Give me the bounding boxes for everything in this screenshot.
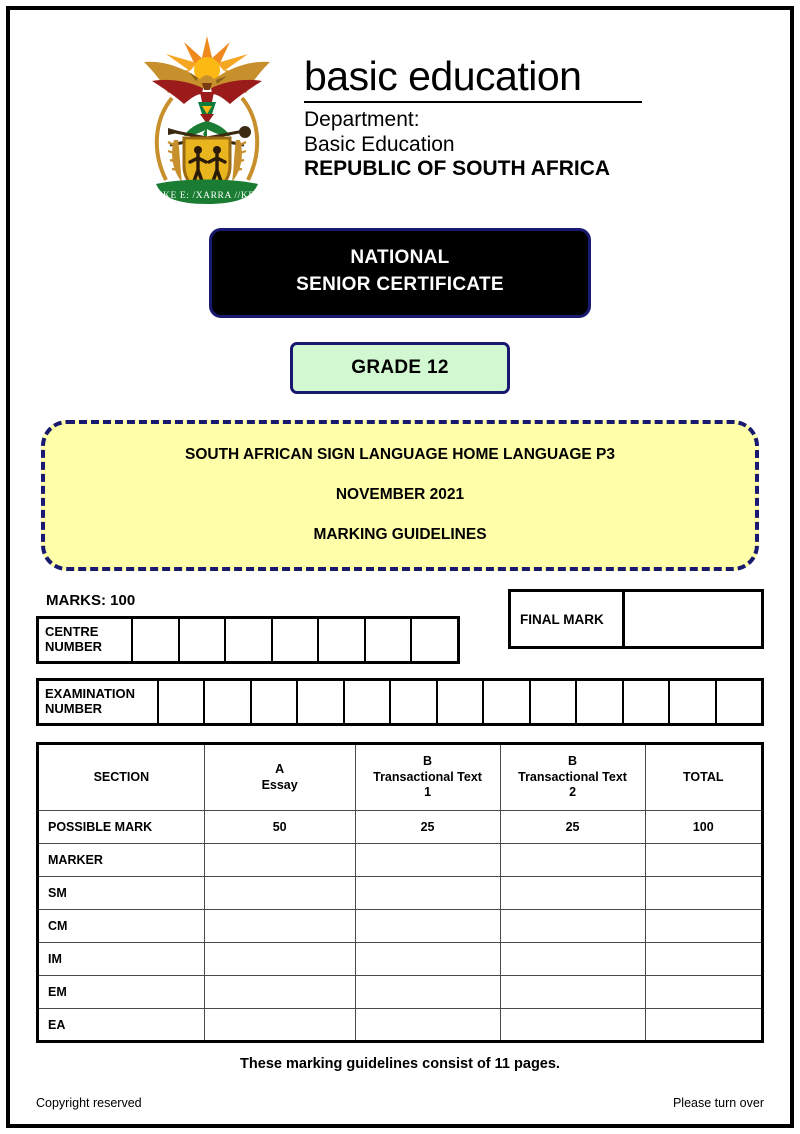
examination-number-cell[interactable] (484, 681, 530, 723)
grade-badge-wrap (36, 342, 764, 394)
im-total[interactable] (645, 943, 762, 976)
centre-number-box (36, 616, 460, 664)
final-mark-input[interactable] (625, 592, 761, 646)
certificate-banner-wrap (36, 228, 764, 318)
examination-number-label-line2: NUMBER (45, 701, 103, 717)
page-count-note: These marking guidelines consist of 11 pages. (240, 1056, 560, 1073)
centre-number-label-line2: NUMBER (45, 639, 103, 655)
header-line1: TOTAL (683, 769, 724, 784)
table-header-section-b2 (500, 744, 645, 811)
possible-mark-total: 100 (645, 811, 762, 844)
centre-number-label (39, 619, 133, 661)
row-label-ea: EA (38, 1009, 205, 1042)
header-line1: SECTION (93, 769, 150, 784)
cm-b2[interactable] (500, 910, 645, 943)
examination-number-cell[interactable] (391, 681, 437, 723)
table-row (38, 877, 763, 910)
centre-number-cell[interactable] (180, 619, 227, 661)
marker-b1[interactable] (355, 844, 500, 877)
possible-mark-b1: 25 (355, 811, 500, 844)
centre-number-cell[interactable] (273, 619, 320, 661)
table-row (38, 811, 763, 844)
examination-number-cell[interactable] (205, 681, 251, 723)
marks-allocation-table (36, 742, 764, 1043)
brand-department-name: Basic Education (304, 132, 455, 156)
masthead (36, 10, 764, 206)
ea-total[interactable] (645, 1009, 762, 1042)
certificate-banner-line1: NATIONAL (350, 247, 450, 268)
row-label-sm: SM (38, 877, 205, 910)
possible-mark-b2: 25 (500, 811, 645, 844)
grade-badge: GRADE 12 (290, 342, 509, 394)
table-row (38, 976, 763, 1009)
ea-a[interactable] (204, 1009, 355, 1042)
brand-country: REPUBLIC OF SOUTH AFRICA (304, 157, 611, 181)
table-header-row (38, 744, 763, 811)
examination-number-cell[interactable] (717, 681, 761, 723)
header-line3: 1 (424, 785, 432, 800)
examination-number-cell[interactable] (345, 681, 391, 723)
em-a[interactable] (204, 976, 355, 1009)
em-b1[interactable] (355, 976, 500, 1009)
certificate-banner (209, 228, 591, 318)
brand-department-line: Department: (304, 108, 420, 132)
header-line2: Transactional Text (518, 769, 627, 784)
page-content (10, 10, 790, 1124)
examination-number-label-line1: EXAMINATION (45, 686, 136, 702)
subject-panel-wrap (36, 420, 764, 571)
examination-number-label (39, 681, 159, 723)
examination-number-cell[interactable] (577, 681, 623, 723)
possible-mark-a: 50 (204, 811, 355, 844)
header-line2: Essay (261, 777, 298, 792)
cm-total[interactable] (645, 910, 762, 943)
table-row (38, 1009, 763, 1042)
row-label-possible-mark: POSSIBLE MARK (38, 811, 205, 844)
brand-divider (304, 101, 642, 103)
centre-number-cell[interactable] (366, 619, 413, 661)
im-b1[interactable] (355, 943, 500, 976)
row-label-em: EM (38, 976, 205, 1009)
im-a[interactable] (204, 943, 355, 976)
examination-number-box (36, 678, 764, 726)
sm-total[interactable] (645, 877, 762, 910)
copyright-notice: Copyright reserved (36, 1096, 142, 1110)
subject-date: NOVEMBER 2021 (335, 485, 465, 503)
marker-a[interactable] (204, 844, 355, 877)
turn-over-notice: Please turn over (672, 1096, 764, 1110)
page-footer (36, 1096, 764, 1110)
centre-number-cell[interactable] (412, 619, 457, 661)
header-line1: B (568, 754, 578, 769)
header-line1: B (423, 754, 433, 769)
em-b2[interactable] (500, 976, 645, 1009)
final-mark-box (508, 589, 764, 649)
subject-title: SOUTH AFRICAN SIGN LANGUAGE HOME LANGUAGE P3 (185, 445, 615, 463)
marker-b2[interactable] (500, 844, 645, 877)
centre-number-cell[interactable] (319, 619, 366, 661)
final-mark-label: FINAL MARK (511, 592, 625, 646)
table-row (38, 910, 763, 943)
row-label-im: IM (38, 943, 205, 976)
centre-number-cell[interactable] (133, 619, 180, 661)
svg-text:!KE E: /XARRA //KE: !KE E: /XARRA //KE (159, 191, 255, 201)
header-line1: A (275, 761, 285, 776)
examination-number-cell[interactable] (298, 681, 344, 723)
examination-number-cell[interactable] (624, 681, 670, 723)
centre-and-final-mark-row (36, 611, 764, 664)
table-row (38, 943, 763, 976)
cm-b1[interactable] (355, 910, 500, 943)
total-marks-label: MARKS: 100 (46, 592, 136, 610)
exam-page (6, 6, 794, 1128)
examination-number-cell[interactable] (531, 681, 577, 723)
ea-b2[interactable] (500, 1009, 645, 1042)
south-african-coat-of-arms-icon (132, 28, 282, 206)
table-header-section-b1 (355, 744, 500, 811)
examination-number-cell[interactable] (159, 681, 205, 723)
table-row (38, 844, 763, 877)
row-label-cm: CM (38, 910, 205, 943)
centre-number-cell[interactable] (226, 619, 273, 661)
em-total[interactable] (645, 976, 762, 1009)
sm-b1[interactable] (355, 877, 500, 910)
brand-block (304, 26, 642, 182)
centre-number-label-line1: CENTRE (45, 624, 99, 640)
table-header-section-a (204, 744, 355, 811)
sm-b2[interactable] (500, 877, 645, 910)
sm-a[interactable] (204, 877, 355, 910)
ea-b1[interactable] (355, 1009, 500, 1042)
subject-doc-type: MARKING GUIDELINES (313, 526, 487, 544)
marker-total[interactable] (645, 844, 762, 877)
table-header-section (38, 744, 205, 811)
cm-a[interactable] (204, 910, 355, 943)
brand-title: basic education (304, 53, 582, 99)
examination-number-cell[interactable] (438, 681, 484, 723)
header-line2: Transactional Text (373, 769, 482, 784)
row-label-marker: MARKER (38, 844, 205, 877)
im-b2[interactable] (500, 943, 645, 976)
table-header-total (645, 744, 762, 811)
header-line3: 2 (569, 785, 577, 800)
examination-number-cell[interactable] (670, 681, 716, 723)
certificate-banner-line2: SENIOR CERTIFICATE (296, 273, 504, 295)
subject-panel (41, 420, 759, 571)
examination-number-cell[interactable] (252, 681, 298, 723)
